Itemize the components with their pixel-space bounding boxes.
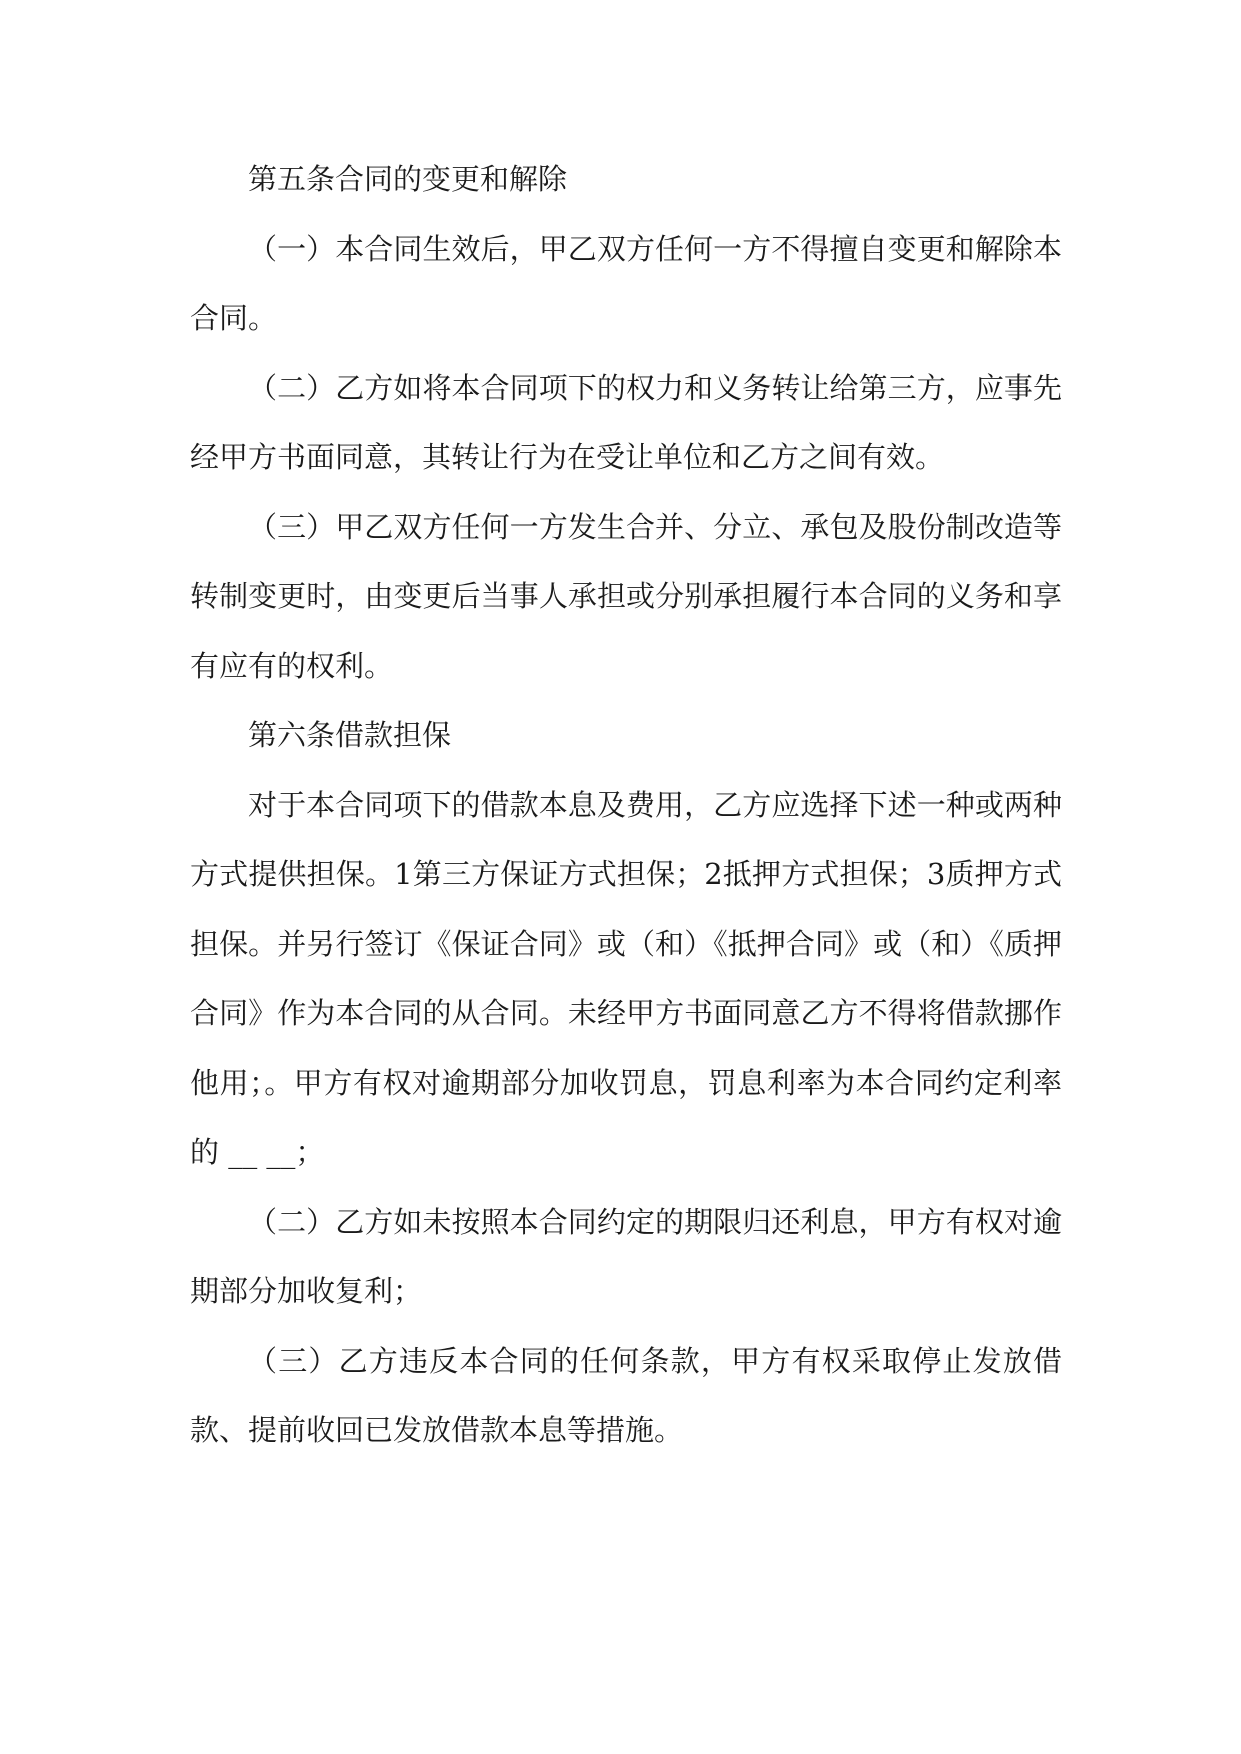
article-5-clause-3: （三）甲乙双方任何一方发生合并、分立、承包及股份制改造等转制变更时，由变更后当事人承担或分别承担履行本合同的义务和享有应有的权利。 xyxy=(190,509,1062,683)
article-6-heading: 第六条借款担保 xyxy=(248,718,452,752)
article-6-guarantee-paragraph: 对于本合同项下的借款本息及费用，乙方应选择下述一种或两种方式提供担保。1第三方保证方式担保；2抵押方式担保；3质押方式担保。并另行签订《保证合同》或（和）《抵押合同》或（和）《质押合同》作为本合同的从合同。未经甲方书面同意乙方不得将借款挪作他用；。甲方有权对逾期部分加收罚息，罚息利率为本合同约定利率的 __ __； xyxy=(190,787,1062,1169)
document-body xyxy=(190,145,1062,1466)
article-5-clause-1: （一）本合同生效后，甲乙双方任何一方不得擅自变更和解除本合同。 xyxy=(190,231,1062,335)
penalty-clause-3: （三）乙方违反本合同的任何条款，甲方有权采取停止发放借款、提前收回已发放借款本息等措施。 xyxy=(190,1343,1062,1447)
article-5-clause-2: （二）乙方如将本合同项下的权力和义务转让给第三方，应事先经甲方书面同意，其转让行为在受让单位和乙方之间有效。 xyxy=(190,370,1062,474)
article-5-heading: 第五条合同的变更和解除 xyxy=(248,162,568,196)
penalty-clause-2: （二）乙方如未按照本合同约定的期限归还利息，甲方有权对逾期部分加收复利； xyxy=(190,1204,1062,1308)
